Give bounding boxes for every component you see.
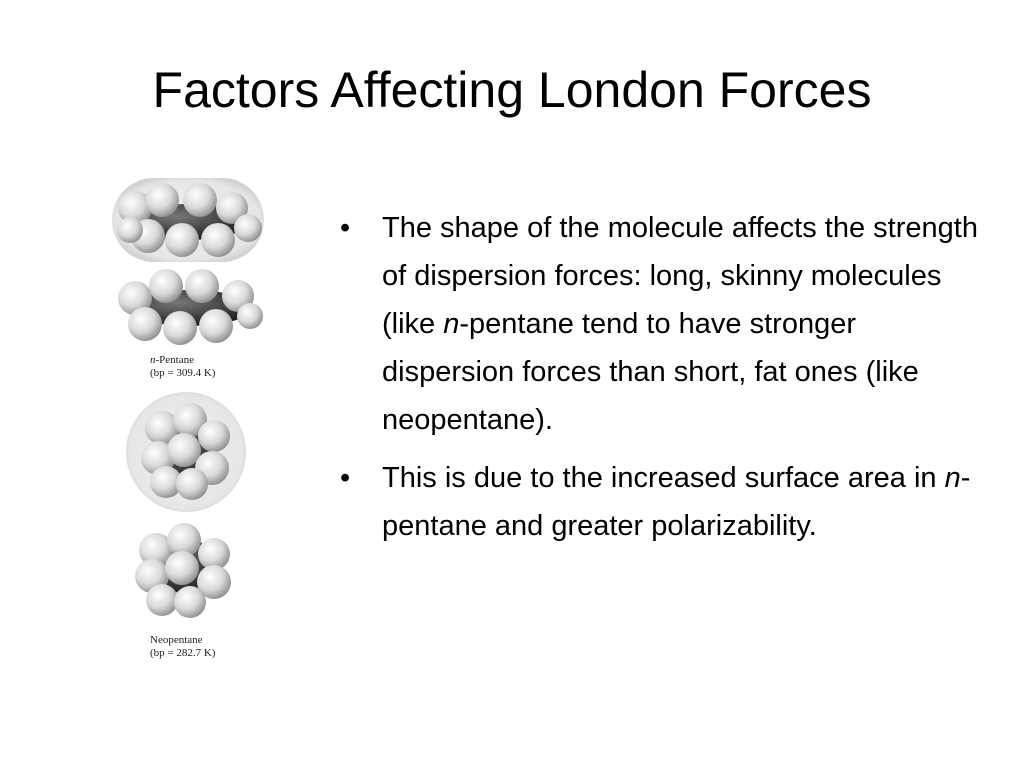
bullet-item: • This is due to the increased surface area in n-pentane and greater polarizability. bbox=[340, 454, 980, 550]
pentane-model bbox=[118, 269, 263, 345]
molecule-models bbox=[100, 170, 280, 670]
neopentane-name: Neopentane bbox=[150, 634, 203, 646]
bullet-dot-icon: • bbox=[340, 462, 351, 494]
pentane-bp: (bp = 309.4 K) bbox=[150, 367, 216, 379]
neopentane-caption bbox=[150, 634, 215, 660]
slide-title: Factors Affecting London Forces bbox=[152, 62, 872, 118]
pentane-cloud-model bbox=[112, 178, 264, 262]
pentane-caption bbox=[150, 354, 215, 380]
neopentane-cloud-model bbox=[126, 392, 246, 512]
molecule-figure bbox=[100, 170, 280, 670]
neopentane-model bbox=[135, 523, 231, 618]
bullet-dot-icon: • bbox=[340, 212, 351, 244]
neopentane-bp: (bp = 282.7 K) bbox=[150, 647, 216, 659]
bullet-item: • The shape of the molecule affects the strength of dispersion forces: long, skinny molecules (like n-pentane tend to have stronger dispersion forces than short, fat ones (like neopentane). bbox=[340, 204, 980, 444]
bullet-list bbox=[340, 204, 980, 560]
pentane-name: n-Pentane bbox=[150, 354, 194, 366]
